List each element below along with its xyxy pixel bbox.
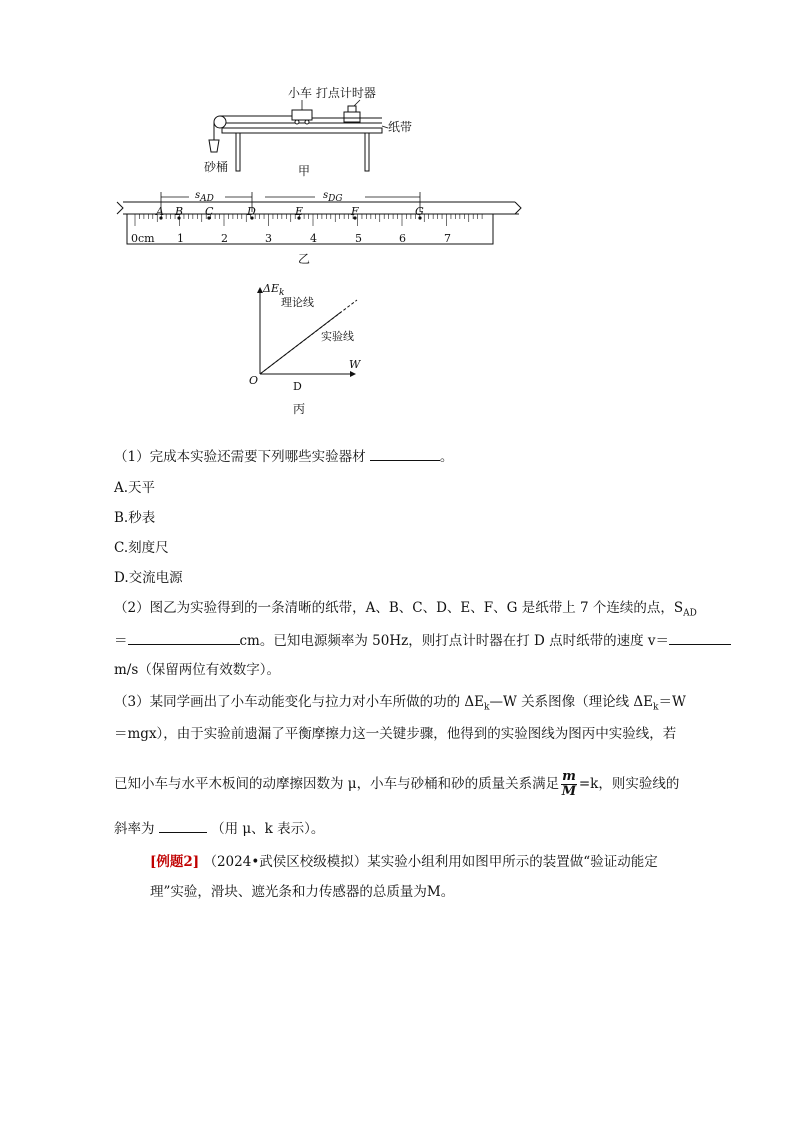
tick-label-7: 7 (444, 232, 451, 245)
figure-jia (200, 88, 420, 178)
q1-option-d: D.交流电源 (114, 570, 183, 586)
q1-option-b: B.秒表 (114, 510, 156, 526)
point-g: G (415, 205, 424, 218)
figure-yi (115, 188, 525, 268)
x-axis-label: W (349, 358, 361, 371)
caption-jia: 甲 (298, 164, 311, 178)
point-b: B (175, 205, 184, 218)
q3-line-2: ＝mgx），由于实验前遗漏了平衡摩擦力这一关键步骤，他得到的实验图线为图丙中实验线，若 (114, 726, 677, 742)
q1-option-c: C.刻度尺 (114, 540, 169, 556)
caption-yi: 乙 (298, 252, 311, 266)
q1-answer-blank[interactable] (370, 446, 440, 461)
q1-option-a: A.天平 (114, 480, 156, 496)
tick-label-2: 2 (221, 232, 228, 245)
mass-ratio-fraction: $\frac{m}{M}$ (561, 769, 577, 799)
tick-label-5: 5 (355, 232, 362, 245)
label-s-dg: $s_{DG}$ (323, 190, 343, 204)
label-car-timer: 小车 打点计时器 (288, 86, 376, 100)
example-tag: [例题2] (150, 854, 200, 870)
tick-label-4: 4 (310, 232, 317, 245)
caption-bing: 丙 (293, 402, 306, 416)
tick-label-0: 0cm (131, 232, 155, 245)
tick-label-1: 1 (177, 232, 184, 245)
line-theory-label: 理论线 (281, 296, 314, 309)
label-d: D (293, 380, 302, 393)
q2-sad-blank[interactable] (128, 630, 240, 645)
tick-label-3: 3 (265, 232, 272, 245)
line-exp-label: 实验线 (321, 330, 354, 343)
origin-label: O (249, 374, 259, 387)
example-line-1: [例题2] （2024•武侯区校级模拟）某实验小组利用如图甲所示的装置做“验证动能定 (150, 854, 658, 870)
q1-stem: （1）完成本实验还需要下列哪些实验器材 。 (114, 446, 453, 467)
tick-label-6: 6 (399, 232, 406, 245)
figure-bing (245, 282, 375, 417)
q3-slope-blank[interactable] (159, 818, 207, 833)
q3-line-1: （3）某同学画出了小车动能变化与拉力对小车所做的功的 $\Delta E_k—W$ 关系图像（理论线 $\Delta E_k=W$ (114, 694, 686, 713)
label-s-ad: $s_{AD}$ (195, 190, 214, 204)
q2-line-3: m/s（保留两位有效数字）。 (114, 662, 281, 678)
q2-line-1: （2）图乙为实验得到的一条清晰的纸带，A、B、C、D、E、F、G 是纸带上 7 个连续的点，$S_{AD}$ (114, 600, 697, 619)
point-e: E (295, 205, 304, 218)
point-f: F (351, 205, 359, 218)
point-c: C (205, 205, 214, 218)
example-line-2: 理”实验，滑块、遮光条和力传感器的总质量为M。 (150, 884, 455, 900)
label-tape: 纸带 (388, 120, 413, 134)
point-d: D (247, 205, 256, 218)
q3-line-3: 已知小车与水平木板间的动摩擦因数为 μ，小车与砂桶和砂的质量关系满足 $\frac{m}{M}$ =k，则实验线的 (114, 769, 680, 799)
point-a: A (156, 205, 164, 218)
q2-line-2: ＝ cm。已知电源频率为 50Hz，则打点计时器在打 D 点时纸带的速度 v＝ (114, 630, 731, 651)
y-axis-label: $\Delta E_k$ (263, 282, 285, 299)
q2-velocity-blank[interactable] (669, 630, 731, 645)
q3-line-4: 斜率为 （用 μ、k 表示）。 (114, 818, 324, 839)
label-bucket: 砂桶 (204, 160, 229, 174)
